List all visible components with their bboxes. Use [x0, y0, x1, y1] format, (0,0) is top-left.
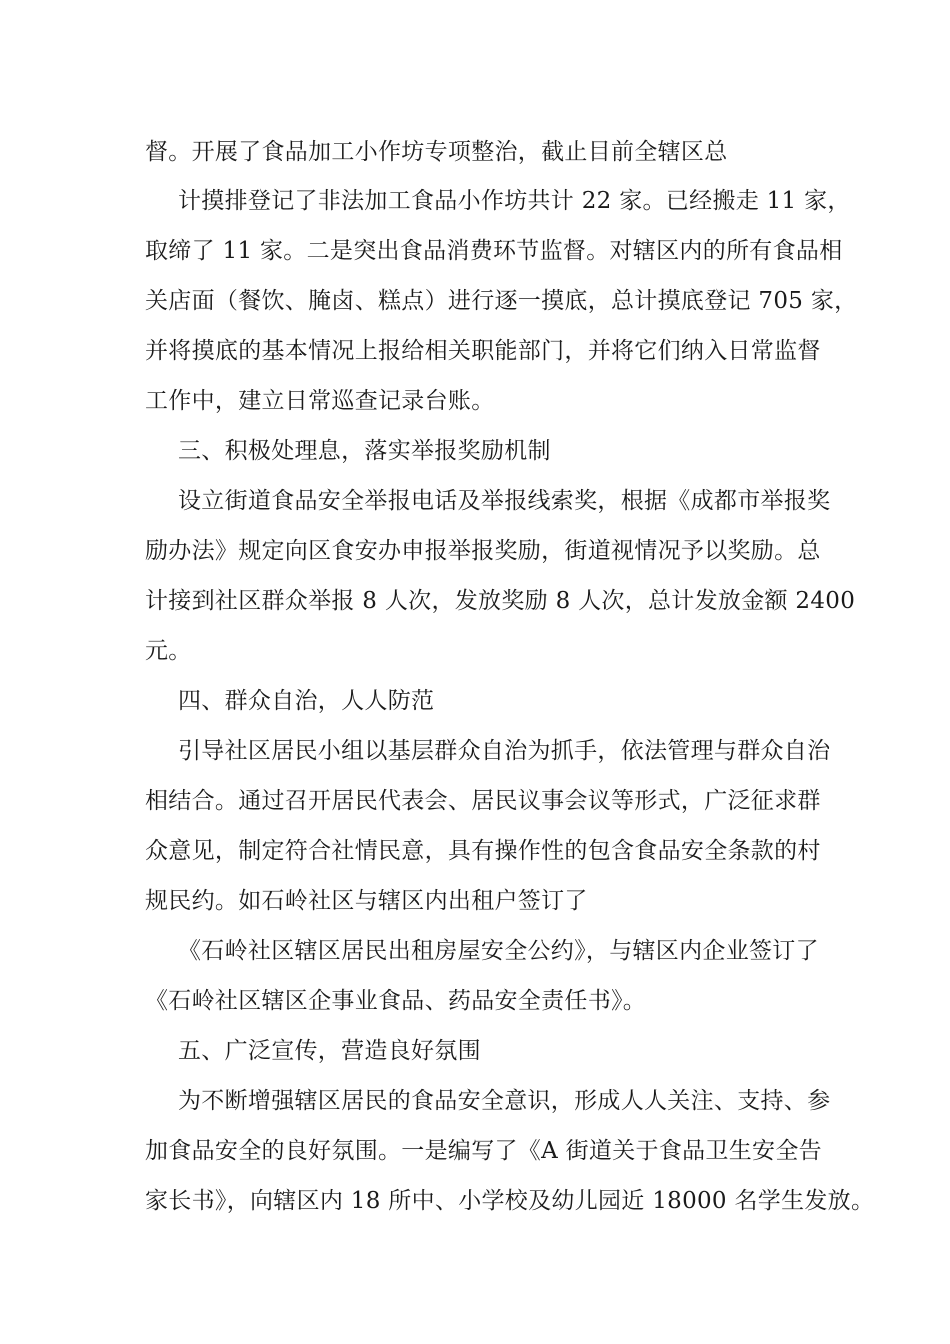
text-line-18: 《石岭社区辖区企事业食品、药品安全责任书》。: [145, 988, 647, 1014]
text-line-8: 设立街道食品安全举报电话及举报线索奖，根据《成都市举报奖: [178, 488, 831, 514]
text-line-5: 并将摸底的基本情况上报给相关职能部门，并将它们纳入日常监督: [145, 338, 821, 364]
text-line-6: 工作中，建立日常巡查记录台账。: [145, 388, 495, 414]
section-heading-4: 四、群众自治，人人防范: [178, 688, 435, 714]
text-line-4: 关店面（餐饮、腌卤、糕点）进行逐一摸底，总计摸底登记 705 家，: [145, 288, 858, 314]
text-line-17: 《石岭社区辖区居民出租房屋安全公约》，与辖区内企业签订了: [178, 938, 819, 964]
text-line-20: 为不断增强辖区居民的食品安全意识，形成人人关注、支持、参: [178, 1088, 831, 1114]
text-line-2: 计摸排登记了非法加工食品小作坊共计 22 家。已经搬走 11 家，: [178, 188, 851, 214]
text-line-21: 加食品安全的良好氛围。一是编写了《A 街道关于食品卫生安全告: [145, 1138, 822, 1164]
text-line-3: 取缔了 11 家。二是突出食品消费环节监督。对辖区内的所有食品相: [145, 238, 843, 264]
text-line-15: 众意见，制定符合社情民意，具有操作性的包含食品安全条款的村: [145, 838, 821, 864]
text-line-22: 家长书》，向辖区内 18 所中、小学校及幼儿园近 18000 名学生发放。: [145, 1188, 875, 1214]
text-line-1: 督。开展了食品加工小作坊专项整治，截止目前全辖区总: [145, 139, 728, 165]
text-line-13: 引导社区居民小组以基层群众自治为抓手，依法管理与群众自治: [178, 738, 831, 764]
text-line-9: 励办法》规定向区食安办申报举报奖励，街道视情况予以奖励。总: [145, 538, 821, 564]
text-line-10: 计接到社区群众举报 8 人次，发放奖励 8 人次，总计发放金额 2400: [145, 588, 856, 614]
text-line-11: 元。: [145, 638, 192, 664]
section-heading-5: 五、广泛宣传，营造良好氛围: [178, 1038, 481, 1064]
text-line-14: 相结合。通过召开居民代表会、居民议事会议等形式，广泛征求群: [145, 788, 821, 814]
section-heading-3: 三、积极处理息，落实举报奖励机制: [178, 438, 551, 464]
text-line-16: 规民约。如石岭社区与辖区内出租户签订了: [145, 888, 588, 914]
